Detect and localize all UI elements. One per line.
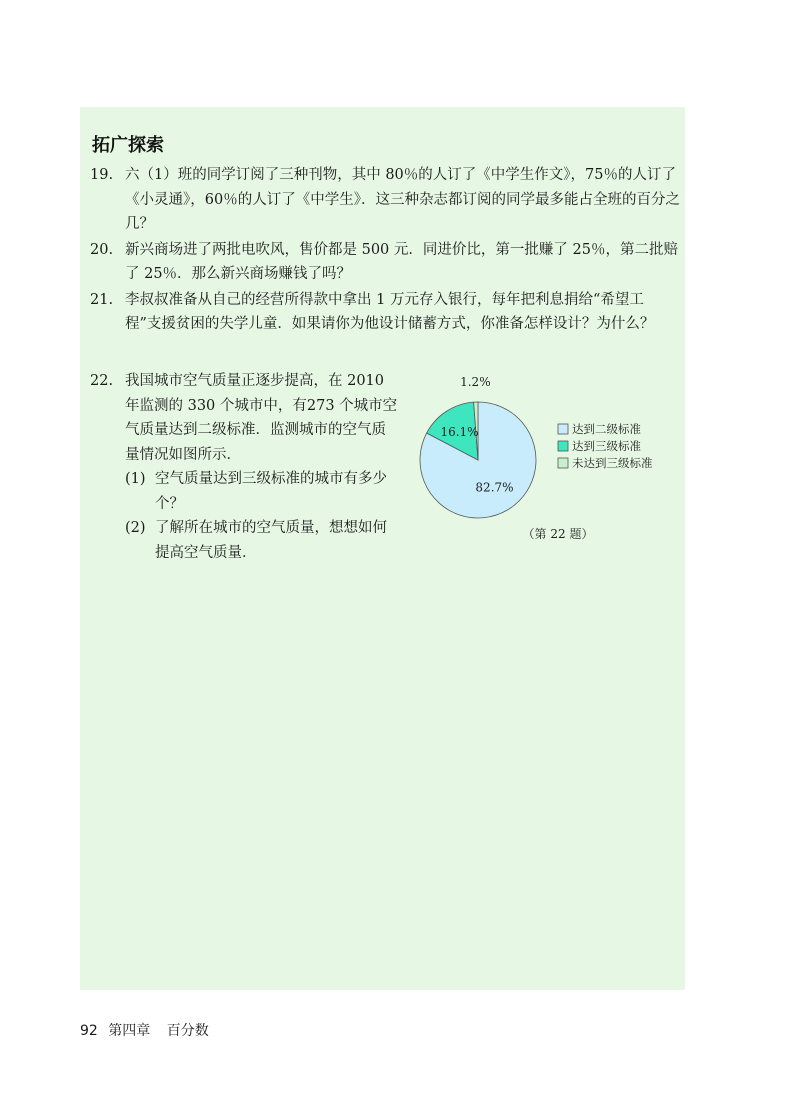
- legend-label: 达到三级标准: [572, 439, 641, 453]
- subquestion-number: (1): [125, 471, 146, 487]
- chapter-title: 百分数: [166, 1023, 209, 1039]
- chapter-label: 第四章: [108, 1023, 151, 1039]
- pie-slices: [420, 402, 536, 518]
- legend-swatch: [558, 424, 568, 434]
- problem-21: [90, 288, 680, 337]
- legend-label: 未达到三级标准: [572, 456, 653, 470]
- figure-caption: （第 22 题）: [522, 527, 594, 541]
- problem-text: 我国城市空气质量正逐步提高，在 2010 年监测的 330 个城市中，有273 个城市空气质量达到二级标准．监测城市的空气质量情况如图所示．: [125, 373, 398, 463]
- problem-number: 20.: [90, 241, 114, 258]
- legend-swatch: [558, 441, 568, 451]
- legend-swatch: [558, 458, 568, 468]
- problem-19: [90, 163, 680, 237]
- section-title: 拓广探索: [92, 135, 164, 156]
- page-footer: [80, 1020, 209, 1040]
- air-quality-pie-chart: [408, 375, 678, 550]
- problem-list: [90, 163, 680, 338]
- legend-label: 达到二级标准: [572, 422, 641, 436]
- subquestion-2: [90, 516, 400, 565]
- pie-legend: [558, 422, 653, 470]
- problem-number: 22.: [90, 373, 114, 389]
- subquestion-text: 空气质量达到三级标准的城市有多少个？: [155, 471, 387, 512]
- problem-22: [90, 369, 400, 565]
- problem-20: [90, 238, 680, 287]
- problem-text: 新兴商场进了两批电吹风，售价都是 500 元．同进价比，第一批赚了 25％，第二批赔了 25％．那么新兴商场赚钱了吗？: [125, 241, 678, 282]
- problem-number: 19.: [90, 167, 114, 183]
- slice-label: 1.2%: [460, 375, 491, 390]
- problem-number: 21.: [90, 291, 114, 308]
- slice-label: 82.7%: [475, 480, 514, 495]
- slice-label: 16.1%: [440, 424, 479, 439]
- pie-chart-svg: [408, 375, 678, 550]
- subquestion-text: 了解所在城市的空气质量，想想如何提高空气质量．: [155, 520, 387, 561]
- subquestion-1: [90, 467, 400, 516]
- page-number: 92: [80, 1023, 98, 1039]
- problem-22-stem: [90, 369, 400, 467]
- problem-text: 六（1）班的同学订阅了三种刊物，其中 80％的人订了《中学生作文》，75％的人订了《小灵通》，60％的人订了《中学生》．这三种杂志都订阅的同学最多能占全班的百分之几？: [125, 167, 680, 232]
- problem-text: 李叔叔准备从自己的经营所得款中拿出 1 万元存入银行，每年把利息捐给“希望工程”支援贫困的失学儿童．如果请你为他设计储蓄方式，你准备怎样设计？为什么？: [125, 291, 655, 332]
- subquestion-number: (2): [125, 520, 146, 536]
